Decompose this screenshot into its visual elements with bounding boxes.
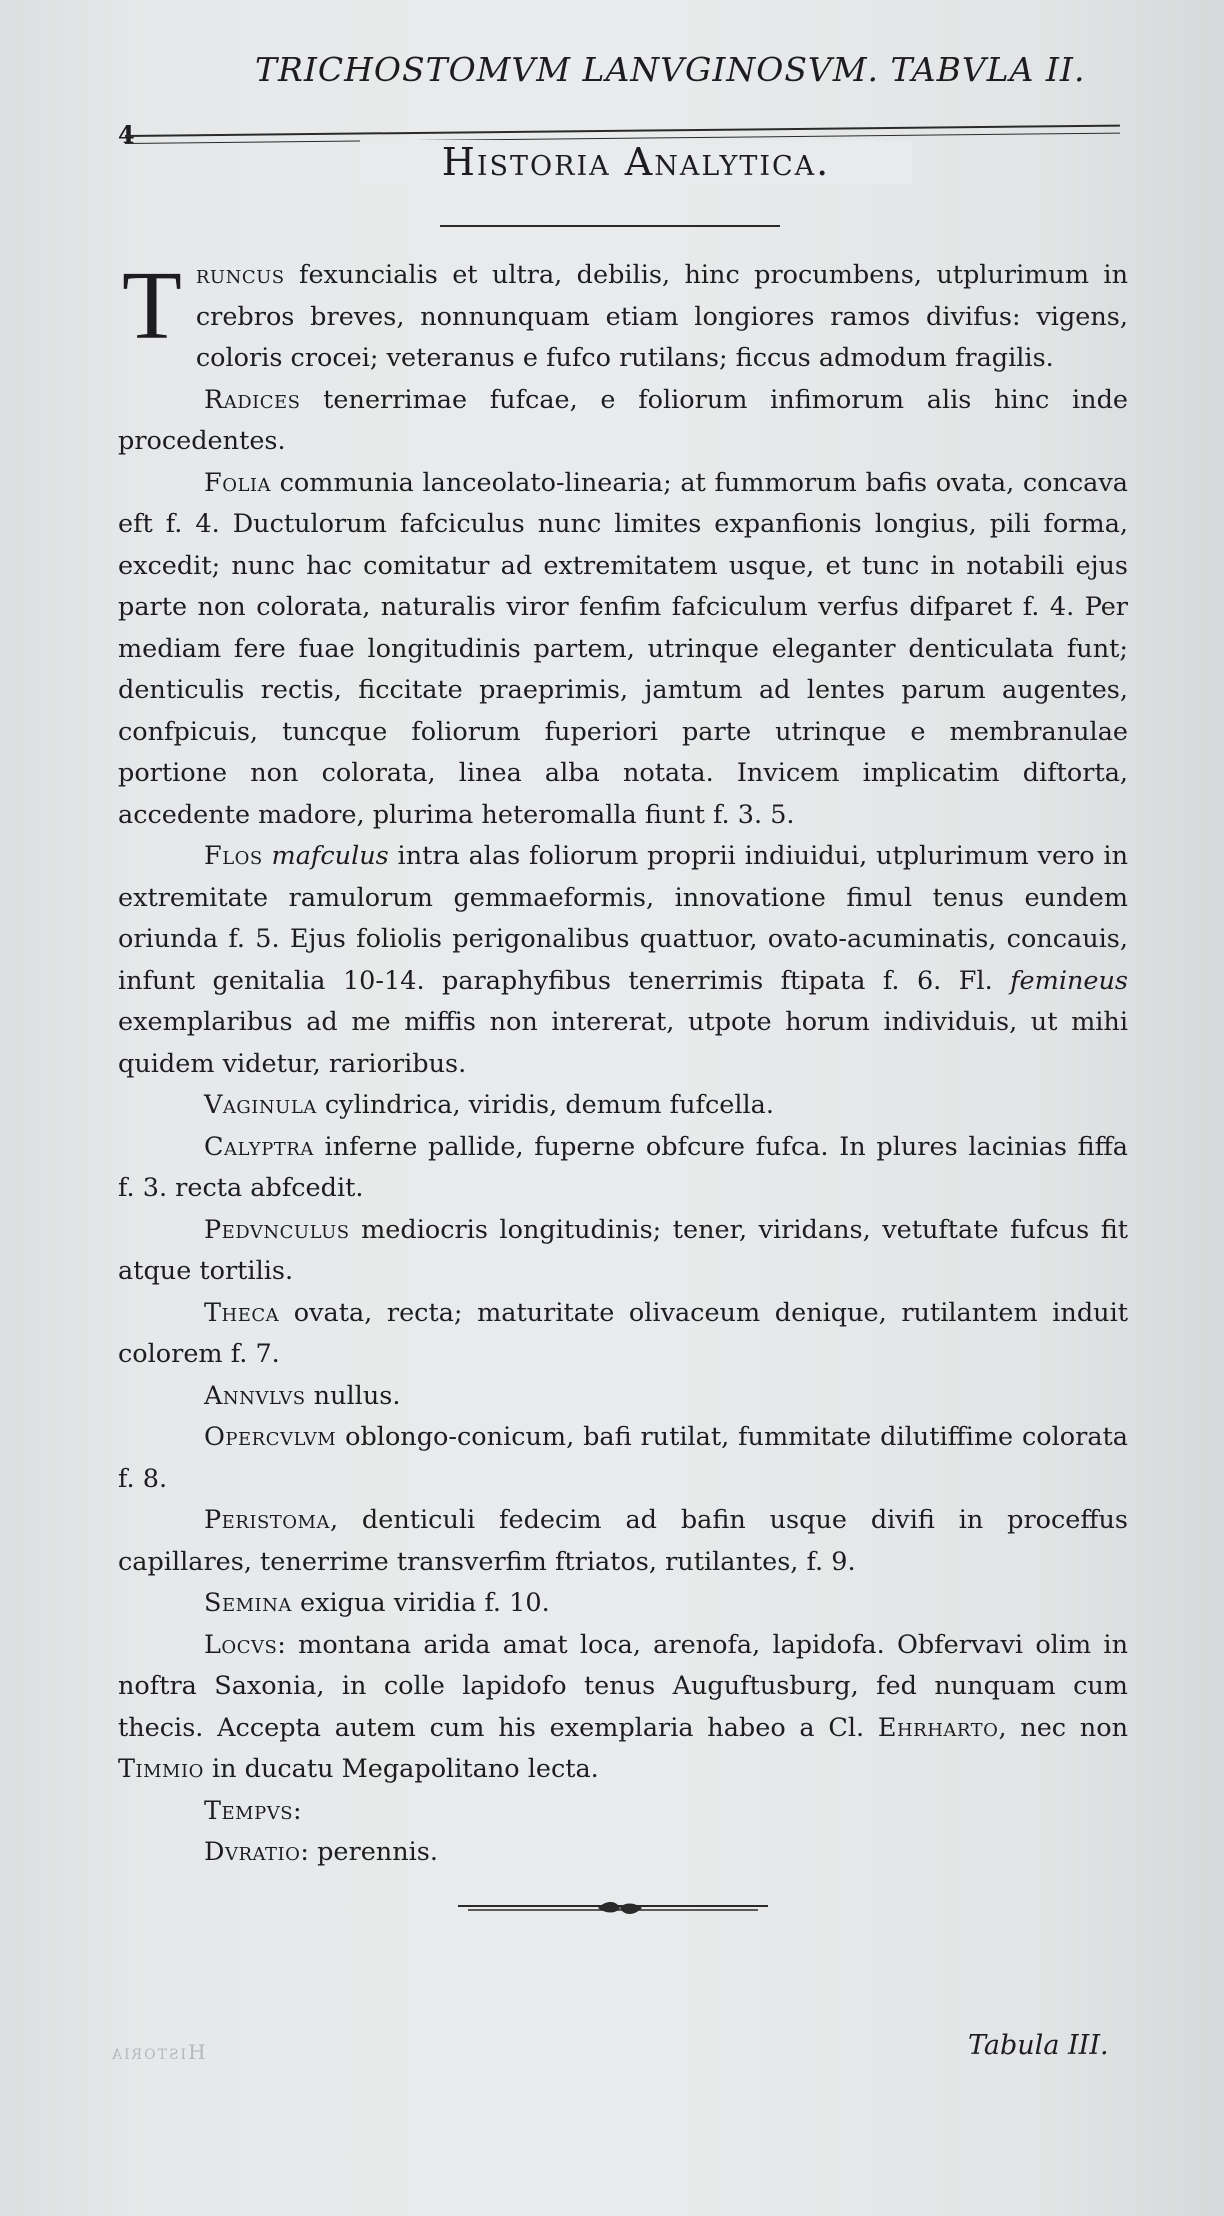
text-theca: ovata, recta; maturitate olivaceum denique, rutilantem induit colorem f. 7. [118, 1297, 1128, 1369]
term-pedunculus: Pedvnculus [204, 1214, 350, 1245]
italic-femineus: femineus [1010, 965, 1128, 996]
text-locus-2: , nec non [998, 1712, 1129, 1743]
text-truncus: fexuncialis et ultra, debilis, hinc procumbens, utplurimum in crebros breves, nonnunquam etiam longiores ramos divifus: vigens, coloris crocei; veteranus e fufco rutilans; ficcus admodum fragilis. [195, 260, 1128, 373]
term-tempus: Tempvs [204, 1795, 294, 1826]
text-duratio: : perennis. [300, 1837, 438, 1867]
paragraph-radices [118, 380, 1128, 463]
term-truncus: runcus [195, 260, 285, 290]
paragraph-pedunculus [118, 1210, 1128, 1293]
paragraph-peristoma [118, 1500, 1128, 1583]
paragraph-locus [118, 1625, 1128, 1791]
paragraph-theca [118, 1293, 1128, 1376]
paragraph-operculum [118, 1417, 1128, 1500]
paragraph-folia [118, 463, 1128, 837]
term-semina: Semina [204, 1588, 292, 1618]
text-folia: communia lanceolato-linearia; at fummorum bafis ovata, concava eft f. 4. Ductulorum fafciculus nunc limites expanfionis longius, pili forma, excedit; nunc hac comitatur ad extremitatem usque, et tunc in notabili ejus parte non colorata, naturalis viror fenfim fafciculum verfus difparet f. 4. Per mediam fere fuae longitudinis partem, utrinque eleganter denticulata funt; denticulis rectis, ficcitate praeprimis, jamtum ad lentes parum augentes, confpicuis, tuncque foliorum fuperiori parte utrinque e membranulae portione non colorata, linea alba notata. Invicem implicatim diftorta, accedente madore, plurima heteromalla fiunt f. 3. 5. [118, 467, 1128, 830]
text-pedunculus: mediocris longitudinis; tener, viridans, vetuftate fufcus fit atque tortilis. [118, 1214, 1128, 1286]
body-text [118, 252, 1129, 1874]
text-radices: tenerrimae fufcae, e foliorum infimorum alis hinc inde procedentes. [118, 384, 1128, 456]
text-peristoma: , denticuli fedecim ad bafin usque divifi in proceffus capillares, tenerrime transverfim ftriatos, rutilantes, f. 9. [118, 1505, 1128, 1577]
text-vaginula: cylindrica, viridis, demum fufcella. [316, 1090, 774, 1120]
italic-masculus: mafculus [271, 841, 389, 871]
paragraph-flos [118, 836, 1128, 1085]
term-peristoma: Peristoma [204, 1505, 330, 1535]
term-annulus: Annvlvs [204, 1380, 306, 1411]
paragraph-vaginula [118, 1085, 1128, 1127]
catchword: Tabula III. [968, 2030, 1109, 2061]
name-ehrharto: Ehrharto [877, 1712, 999, 1743]
text-flos-2: exemplaribus ad me miffis non intererat, utpote horum individuis, ut mihi quidem videtur, rarioribus. [118, 1007, 1128, 1079]
page-number: 4 [118, 120, 135, 149]
text-tempus: : [293, 1795, 302, 1826]
section-title: Historia Analytica. [360, 140, 912, 184]
term-locus: Locvs [204, 1629, 278, 1660]
paragraph-annulus [118, 1376, 1128, 1418]
paragraph-tempus [118, 1791, 1128, 1833]
term-folia: Folia [204, 467, 272, 498]
bleed-through-text: Historia [110, 2040, 206, 2064]
term-operculum: Opercvlvm [204, 1422, 337, 1452]
paragraph-semina [118, 1583, 1128, 1625]
paragraph-duratio [118, 1832, 1128, 1874]
title-rule [440, 225, 780, 227]
text-annulus: nullus. [305, 1380, 401, 1411]
paragraph-truncus [118, 252, 1128, 380]
term-calyptra: Calyptra [204, 1131, 314, 1162]
drop-cap: T [122, 252, 182, 360]
term-radices: Radices [204, 384, 301, 415]
term-vaginula: Vaginula [204, 1090, 317, 1120]
running-head: TRICHOSTOMVM LANVGINOSVM. TABVLA II. [255, 50, 1086, 89]
text-locus-1: : montana arida amat loca, arenofa, lapidofa. Obfervavi olim in noftra Saxonia, in colle lapidofo tenus Auguftusburg, fed nunquam cum thecis. Accepta autem cum his exemplaria habeo a Cl. [118, 1629, 1128, 1743]
paragraph-calyptra [118, 1127, 1128, 1210]
term-flos: Flos [204, 841, 263, 871]
text-semina: exigua viridia f. 10. [291, 1588, 550, 1618]
text-locus-3: in ducatu Megapolitano lecta. [203, 1754, 599, 1784]
text-operculum: oblongo-conicum, bafi rutilat, fummitate dilutiffime colorata f. 8. [118, 1422, 1128, 1494]
tailpiece-ornament-icon [458, 1898, 768, 1918]
term-duratio: Dvratio [204, 1837, 301, 1867]
text-calyptra: inferne pallide, fuperne obfcure fufca. In plures lacinias fiffa f. 3. recta abfcedit. [118, 1131, 1128, 1203]
text-flos-1: intra alas foliorum proprii indiuidui, utplurimum vero in extremitate ramulorum gemmaeformis, innovatione fimul tenus eundem oriunda f. 5. Ejus foliolis perigonalibus quattuor, ovato-acuminatis, concauis, infunt genitalia 10-14. paraphyfibus tenerrimis ftipata f. 6. Fl. [118, 841, 1128, 996]
name-timmio: Timmio [118, 1754, 204, 1784]
term-theca: Theca [204, 1297, 280, 1328]
